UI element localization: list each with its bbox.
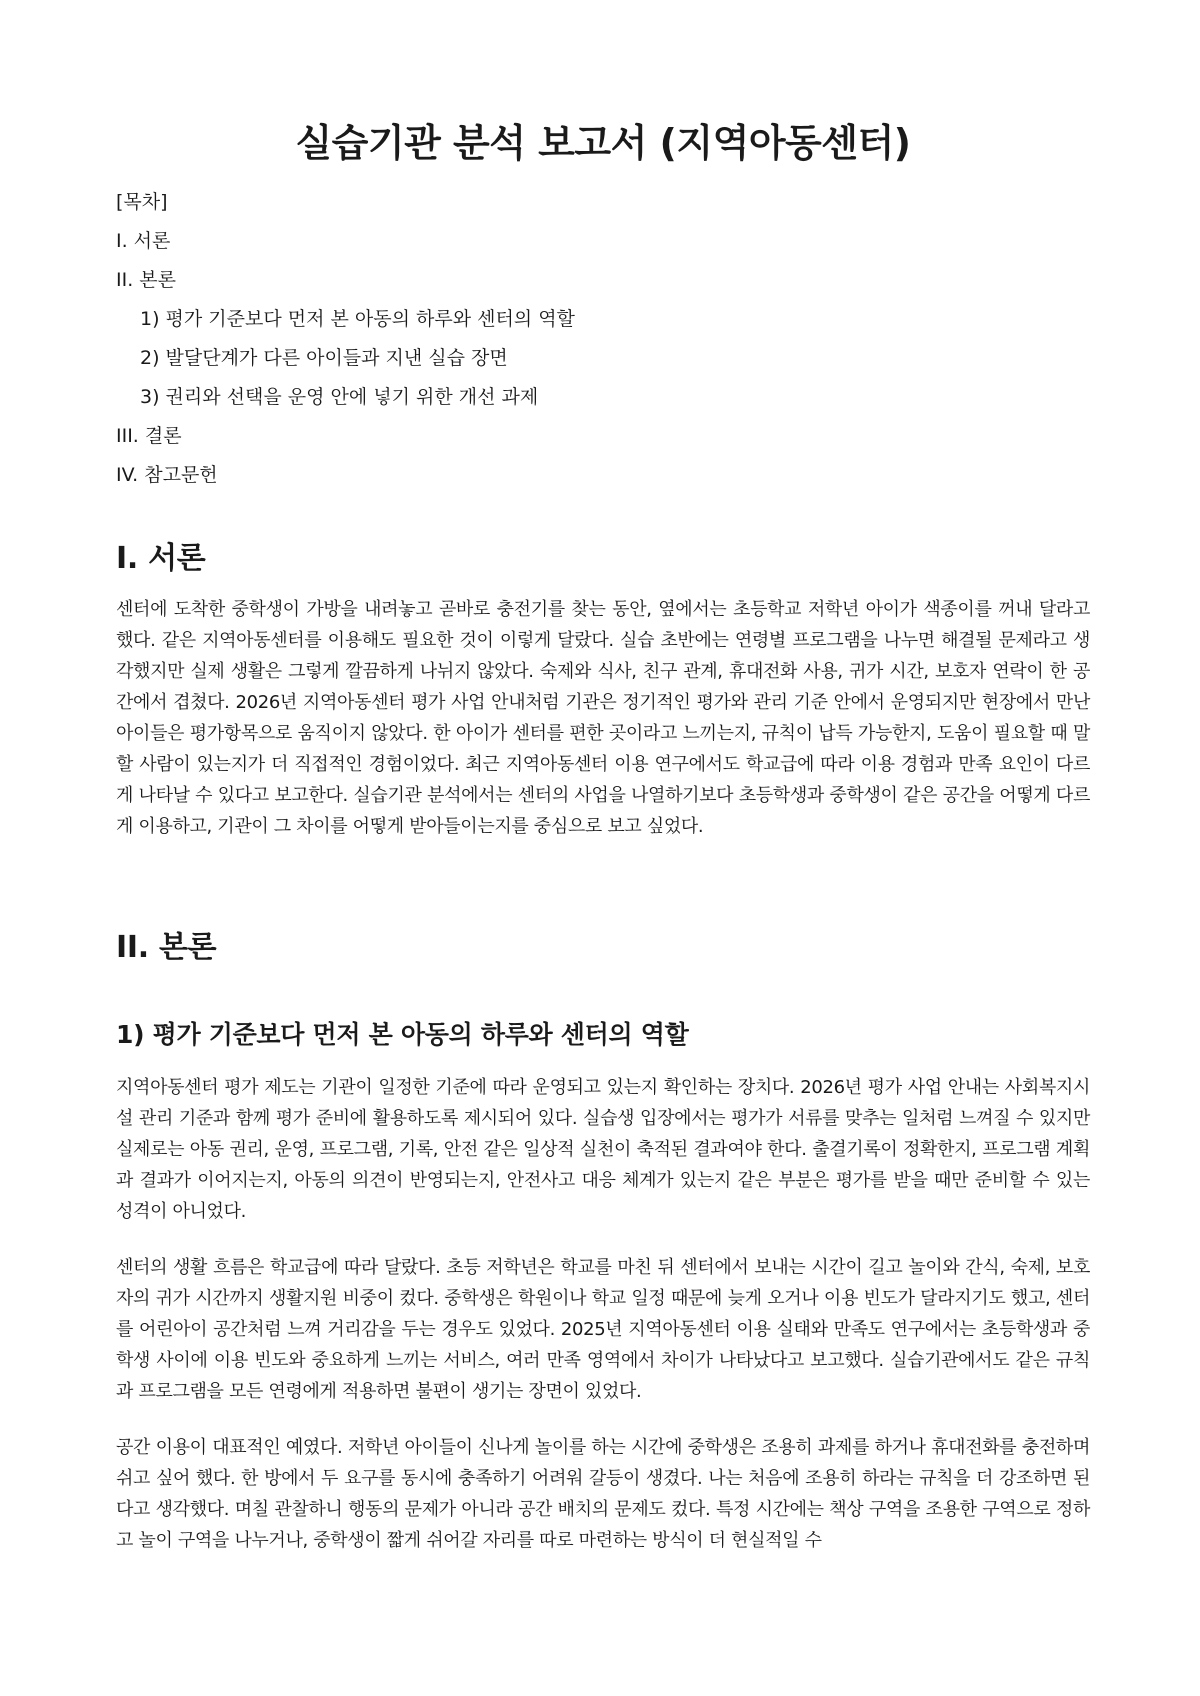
toc-heading: [목차] bbox=[116, 191, 168, 213]
body-heading: II. 본론 bbox=[116, 930, 217, 965]
toc-item-intro: I. 서론 bbox=[116, 230, 171, 252]
section-1-heading: 1) 평가 기준보다 먼저 본 아동의 하루와 센터의 역할 bbox=[116, 1020, 689, 1049]
toc-item-body-1: 1) 평가 기준보다 먼저 본 아동의 하루와 센터의 역할 bbox=[140, 308, 575, 330]
toc-item-body-3: 3) 권리와 선택을 운영 안에 넣기 위한 개선 과제 bbox=[140, 386, 539, 408]
section-1-paragraph-1: 지역아동센터 평가 제도는 기관이 일정한 기준에 따라 운영되고 있는지 확인하는 장치다. 2026년 평가 사업 안내는 사회복지시설 관리 기준과 함께 평가 준비에 활용하도록 제시되어 있다. 실습생 입장에서는 평가가 서류를 맞추는 일처럼 느껴질 수 있지만 실제로는 아동 권리, 운영, 프로그램, 기록, 안전 같은 일상적 실천이 축적된 결과여야 한다. 출결기록이 정확한지, 프로그램 계획과 결과가 이어지는지, 아동의 의견이 반영되는지, 안전사고 대응 체계가 있는지 같은 부분은 평가를 받을 때만 준비할 수 있는 성격이 아니었다. bbox=[116, 1077, 1090, 1222]
section-1-paragraph-2: 센터의 생활 흐름은 학교급에 따라 달랐다. 초등 저학년은 학교를 마친 뒤 센터에서 보내는 시간이 길고 놀이와 간식, 숙제, 보호자의 귀가 시간까지 생활지원 비중이 컸다. 중학생은 학원이나 학교 일정 때문에 늦게 오거나 이용 빈도가 달라지기도 했고, 센터를 어린아이 공간처럼 느껴 거리감을 두는 경우도 있었다. 2025년 지역아동센터 이용 실태와 만족도 연구에서는 초등학생과 중학생 사이에 이용 빈도와 중요하게 느끼는 서비스, 여러 만족 영역에서 차이가 나타났다고 보고했다. 실습기관에서도 같은 규칙과 프로그램을 모든 연령에게 적용하면 불편이 생기는 장면이 있었다. bbox=[116, 1257, 1090, 1402]
toc-item-references: IV. 참고문헌 bbox=[116, 464, 218, 486]
toc-item-body-2: 2) 발달단계가 다른 아이들과 지낸 실습 장면 bbox=[140, 347, 508, 369]
document-page bbox=[116, 0, 1090, 1696]
toc-item-conclusion: III. 결론 bbox=[116, 425, 182, 447]
intro-heading: I. 서론 bbox=[116, 541, 206, 576]
document-title: 실습기관 분석 보고서 (지역아동센터) bbox=[295, 121, 911, 165]
toc-item-body: II. 본론 bbox=[116, 269, 176, 291]
section-1-paragraph-3: 공간 이용이 대표적인 예였다. 저학년 아이들이 신나게 놀이를 하는 시간에 중학생은 조용히 과제를 하거나 휴대전화를 충전하며 쉬고 싶어 했다. 한 방에서 두 요구를 동시에 충족하기 어려워 갈등이 생겼다. 나는 처음에 조용히 하라는 규칙을 더 강조하면 된다고 생각했다. 며칠 관찰하니 행동의 문제가 아니라 공간 배치의 문제도 컸다. 특정 시간에는 책상 구역을 조용한 구역으로 정하고 놀이 구역을 나누거나, 중학생이 짧게 쉬어갈 자리를 따로 마련하는 방식이 더 현실적일 수 bbox=[116, 1437, 1090, 1551]
intro-paragraph: 센터에 도착한 중학생이 가방을 내려놓고 곧바로 충전기를 찾는 동안, 옆에서는 초등학교 저학년 아이가 색종이를 꺼내 달라고 했다. 같은 지역아동센터를 이용해도 필요한 것이 이렇게 달랐다. 실습 초반에는 연령별 프로그램을 나누면 해결될 문제라고 생각했지만 실제 생활은 그렇게 깔끔하게 나뉘지 않았다. 숙제와 식사, 친구 관계, 휴대전화 사용, 귀가 시간, 보호자 연락이 한 공간에서 겹쳤다. 2026년 지역아동센터 평가 사업 안내처럼 기관은 정기적인 평가와 관리 기준 안에서 운영되지만 현장에서 만난 아이들은 평가항목으로 움직이지 않았다. 한 아이가 센터를 편한 곳이라고 느끼는지, 규칙이 납득 가능한지, 도움이 필요할 때 말할 사람이 있는지가 더 직접적인 경험이었다. 최근 지역아동센터 이용 연구에서도 학교급에 따라 이용 경험과 만족 요인이 다르게 나타날 수 있다고 보고한다. 실습기관 분석에서는 센터의 사업을 나열하기보다 초등학생과 중학생이 같은 공간을 어떻게 다르게 이용하고, 기관이 그 차이를 어떻게 받아들이는지를 중심으로 보고 싶었다. bbox=[116, 599, 1090, 837]
table-of-contents bbox=[116, 188, 1090, 500]
